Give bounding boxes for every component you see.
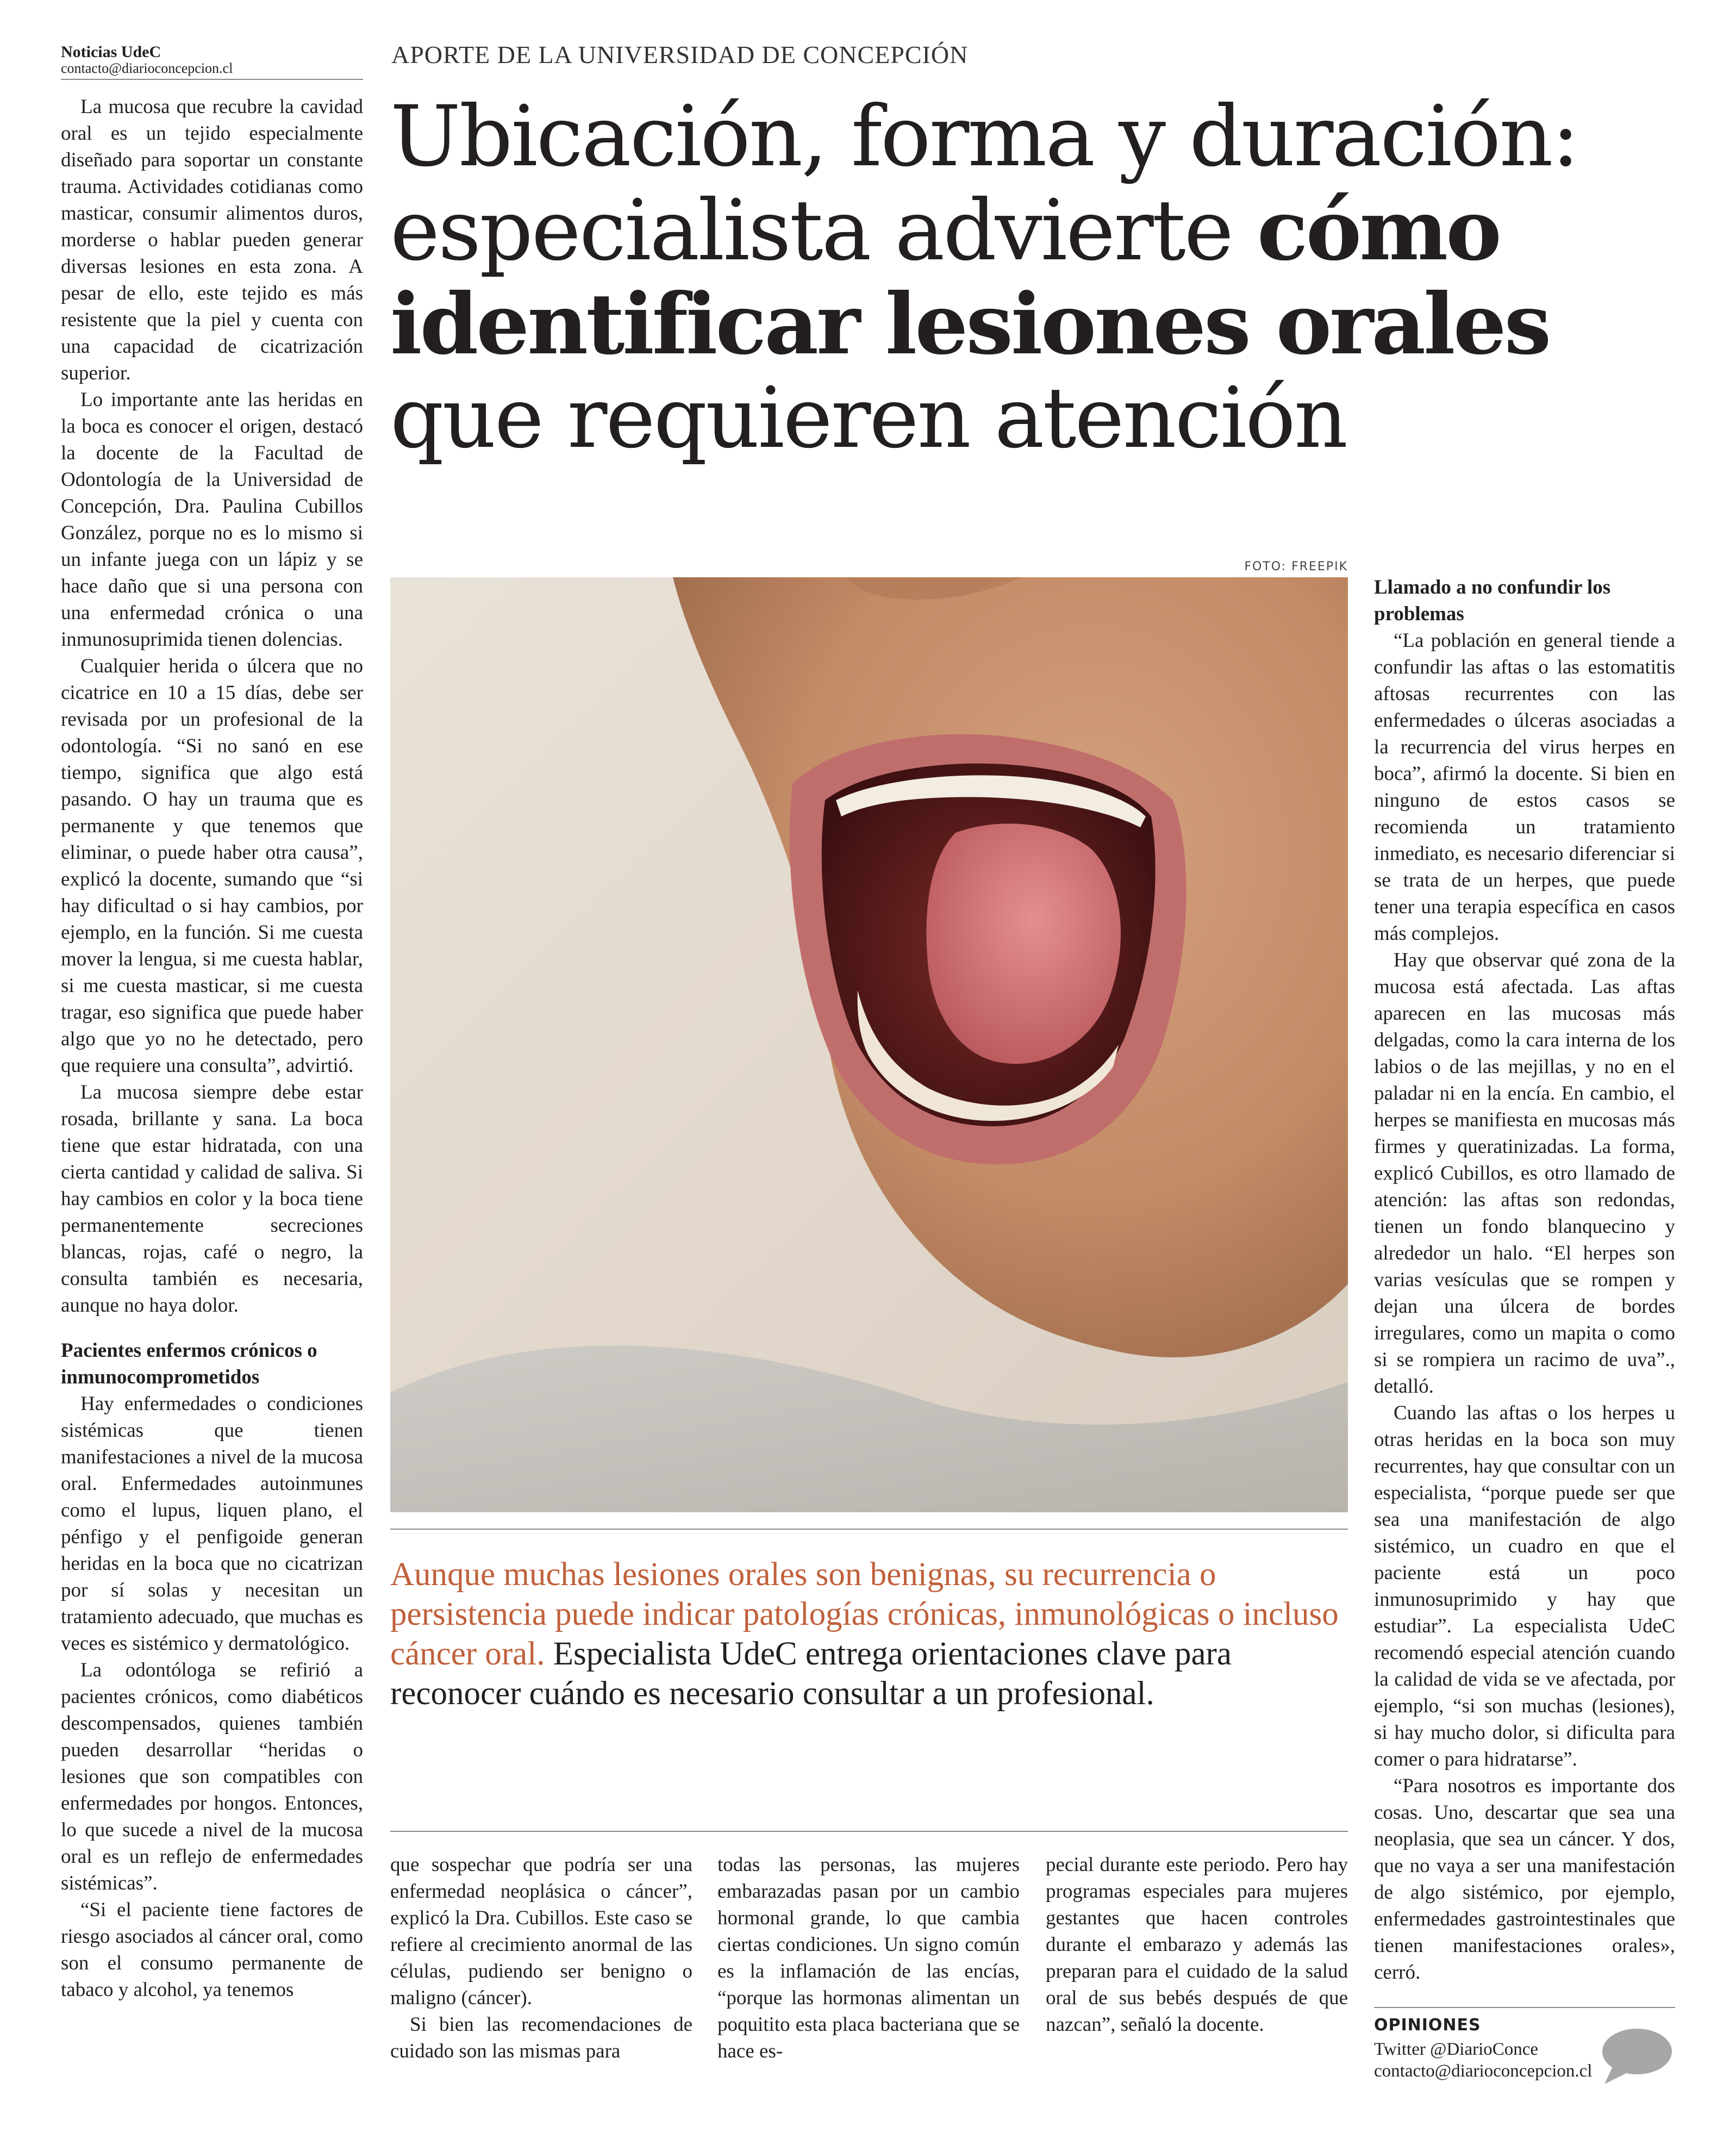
- left-paragraph: La mucosa siempre debe estar rosada, brillante y sana. La boca tiene que estar hidratada, con una cierta cantidad y calidad de saliva. Si hay cambios en color y la boca tiene permanentemente secreciones blancas, rojas, café o negro, la consulta también es necesaria, aunque no haya dolor.: [61, 1081, 363, 1317]
- bottom-paragraph: todas las personas, las mujeres embarazadas pasan por un cambio hormonal grande, lo que cambia ciertas condiciones. Un signo común es la inflamación de las encías, “porque las hormonas alimentan un poquitito esta placa bacteriana que se hace es-: [717, 1854, 1020, 2062]
- headline: [390, 88, 1578, 467]
- bottom-paragraph: pecial durante este periodo. Pero hay programas especiales para mujeres gestantes que hacen controles durante el embarazo y además las preparan para el cuidado de la salud oral de sus bebés después de que nazcan”, señaló la docente.: [1046, 1854, 1348, 2036]
- summary-deck: [390, 1555, 1352, 1713]
- left-paragraph: La mucosa que recubre la cavidad oral es un tejido especialmente diseñado para soportar un constante trauma. Actividades cotidianas como masticar, consumir alimentos duros, morderse o hablar pueden generar diversas lesiones en esta zona. A pesar de ello, este tejido es más resistente que la piel y cuenta con una capacidad de cicatrización superior.: [61, 96, 363, 384]
- opinions-email: contacto@diarioconcepcion.cl: [1374, 2061, 1593, 2081]
- headline-line-3: [390, 275, 1550, 373]
- summary-rest: Especialista UdeC entrega orientaciones clave para reconocer cuándo es necesario consultar a un profesional.: [390, 1636, 1232, 1712]
- headline-line-2-bold: cómo: [1257, 181, 1500, 279]
- article-photo: [390, 577, 1348, 1512]
- right-paragraph: “Para nosotros es importante dos cosas. Uno, descartar que sea una neoplasia, que sea un cáncer. Y dos, que no vaya a ser una manifestación de algo sistémico, por ejemplo, enfermedades gastrointestinales que tienen manifestaciones orales», cerró.: [1374, 1775, 1675, 1984]
- left-paragraph: “Si el paciente tiene factores de riesgo asociados al cáncer oral, como son el consumo permanente de tabaco y alcohol, ya tenemos: [61, 1899, 363, 2001]
- bottom-paragraph: que sospechar que podría ser una enfermedad neoplásica o cáncer”, explicó la Dra. Cubillos. Este caso se refiere al crecimiento anormal de las células, pudiendo ser benigno o maligno (cáncer).: [390, 1854, 692, 2009]
- speech-bubble-icon: [1598, 2026, 1674, 2086]
- opinions-rule: [1374, 2007, 1675, 2008]
- summary-rule-top: [390, 1529, 1348, 1530]
- left-subhead: Pacientes enfermos crónicos o inmunocomprometidos: [61, 1339, 317, 1388]
- headline-line-2: [390, 181, 1532, 279]
- bottom-column-2: [717, 1851, 1020, 2112]
- left-paragraph: Cualquier herida o úlcera que no cicatrice en 10 a 15 días, debe ser revisada por un profesional de la odontología. “Si no sanó en ese tiempo, significa que algo está pasando. O hay un trauma que es permanente y que tenemos que eliminar, o puede haber otra causa”, explicó la docente, sumando que “si hay dificultad o si hay cambios, por ejemplo, en la función. Si me cuesta mover la lengua, si me cuesta hablar, si me cuesta masticar, si me cuesta tragar, eso significa que puede haber algo que yo no he detectado, pero que requiere una consulta”, advirtió.: [61, 655, 363, 1077]
- kicker: APORTE DE LA UNIVERSIDAD DE CONCEPCIÓN: [391, 41, 969, 68]
- right-column: [1374, 574, 1675, 2009]
- right-subhead: Llamado a no confundir los problemas: [1374, 576, 1611, 625]
- headline-line-2-normal: especialista advierte: [390, 182, 1232, 279]
- left-column: [61, 93, 363, 2050]
- headline-line-1: Ubicación, forma y duración:: [390, 88, 1578, 185]
- left-paragraph: Hay enfermedades o condiciones sistémicas que tienen manifestaciones a nivel de la mucosa oral. Enfermedades autoinmunes como el lupus, liquen plano, el pénfigo y el penfigoide generan heridas en la boca que no cicatrizan por sí solas y necesitan un tratamiento adecuado, que muchas es veces es sistémico y dermatológico.: [61, 1393, 363, 1655]
- opinions-title: OPINIONES: [1374, 2016, 1481, 2035]
- right-paragraph: “La población en general tiende a confundir las aftas o las estomatitis aftosas recurrentes con las enfermedades o úlceras asociadas a la recurrencia del virus herpes en boca”, afirmó la docente. Si bien en ninguno de estos casos se recomienda un tratamiento inmediato, es necesario diferenciar si se trata de un herpes, que puede tener una terapia específica en casos más complejos.: [1374, 629, 1675, 945]
- section-label: Noticias UdeC: [61, 43, 161, 61]
- headline-line-3-bold: identificar lesiones orales: [390, 275, 1550, 373]
- headline-line-4: que requieren atención: [390, 370, 1347, 467]
- bottom-paragraph: Si bien las recomendaciones de cuidado son las mismas para: [390, 2013, 692, 2062]
- right-paragraph: Hay que observar qué zona de la mucosa está afectada. Las aftas aparecen en las mucosas más delgadas, como la cara interna de los labios o de las mejillas, y no en el paladar ni en la encía. En cambio, el herpes se manifiesta en mucosas más firmes y queratinizadas. La forma, explicó Cubillos, es otro llamado de atención: las aftas son redondas, tienen un fondo blanquecino y alrededor un halo. “El herpes son varias vesículas que se rompen y dejan una úlcera de bordes irregulares, como un mapita o como si se rompiera un racimo de uva”., detalló.: [1374, 949, 1675, 1398]
- summary-rule-bottom: [390, 1831, 1348, 1832]
- opinions-twitter: Twitter @DiarioConce: [1374, 2040, 1539, 2059]
- masthead-rule: [61, 79, 363, 80]
- bottom-column-3: [1046, 1851, 1348, 2112]
- left-paragraph: La odontóloga se refirió a pacientes crónicos, como diabéticos descompensados, quienes también pueden desarrollar “heridas o lesiones que son compatibles con enfermedades por hongos. Entonces, lo que sucede a nivel de la mucosa oral es un reflejo de enfermedades sistémicas”.: [61, 1659, 363, 1894]
- section-email: contacto@diarioconcepcion.cl: [61, 60, 233, 76]
- bottom-column-1: [390, 1851, 692, 2112]
- right-paragraph: Cuando las aftas o los herpes u otras heridas en la boca son muy recurrentes, hay que consultar con un especialista, “porque puede ser que sea una manifestación de algo sistémico, un cuadro en que el paciente está un poco inmunosuprimido y hay que estudiar”. La especialista UdeC recomendó especial atención cuando la calidad de vida se ve afectada, por ejemplo, “si son muchas (lesiones), si hay mucho dolor, si dificulta para comer o para hidratarse”.: [1374, 1402, 1675, 1770]
- left-paragraph: Lo importante ante las heridas en la boca es conocer el origen, destacó la docente de la Facultad de Odontología de la Universidad de Concepción, Dra. Paulina Cubillos González, porque no es lo mismo si un infante juega con un lápiz y se hace daño que si una persona con una enfermedad crónica o una inmunosuprimida tienen dolencias.: [61, 389, 363, 651]
- summary-highlight: Aunque muchas lesiones orales son benignas, su recurrencia o persistencia puede indicar patologías crónicas, inmunológicas o incluso cáncer oral.: [390, 1556, 1339, 1672]
- photo-credit: FOTO: FREEPIK: [1244, 560, 1348, 573]
